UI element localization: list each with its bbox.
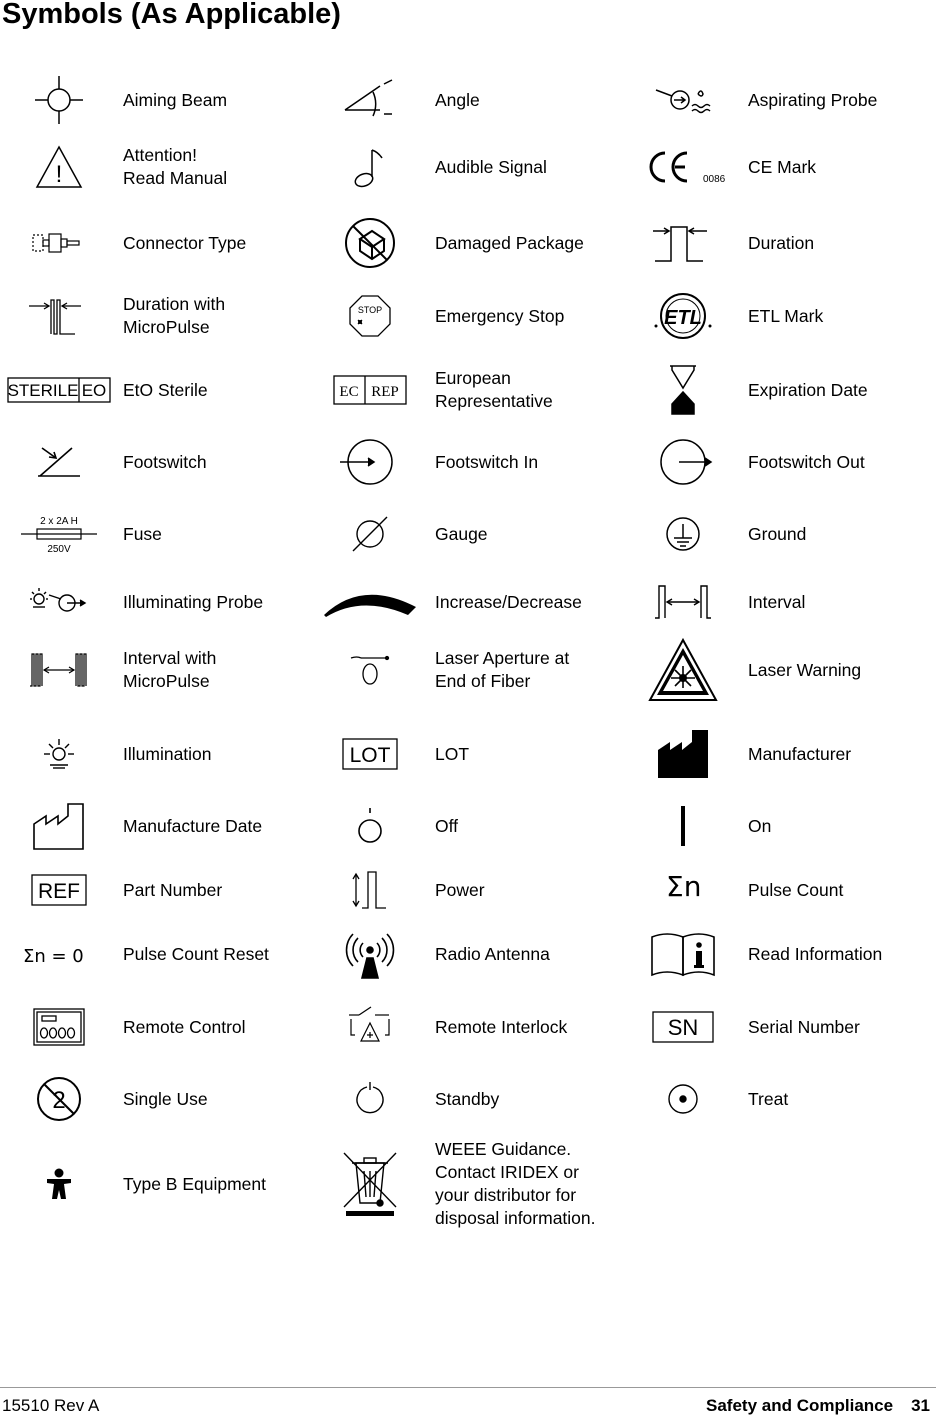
symbol-label: Emergency Stop <box>435 305 565 326</box>
standby-icon <box>315 1069 425 1129</box>
svg-text:STERILE: STERILE <box>7 381 79 400</box>
ground-icon <box>628 504 738 564</box>
section-name: Safety and Compliance <box>706 1396 894 1415</box>
interval-micropulse-icon <box>4 640 114 700</box>
symbol-label: Damaged Package <box>435 232 584 253</box>
symbol-label: Remote Interlock <box>435 1016 568 1037</box>
symbol-label: Off <box>435 815 459 836</box>
symbol-label: Aspirating Probe <box>748 89 878 110</box>
symbol-label: Audible Signal <box>435 156 547 177</box>
symbol-label: Serial Number <box>748 1016 860 1037</box>
illuminating-probe-icon <box>4 572 114 632</box>
duration-icon <box>628 213 738 273</box>
weee-icon <box>315 1139 425 1229</box>
symbol-label: Interval <box>748 591 806 612</box>
remote-interlock-icon <box>315 997 425 1057</box>
symbol-label: Connector Type <box>123 232 247 253</box>
svg-text:EO: EO <box>81 381 107 400</box>
symbol-label: Standby <box>435 1088 500 1109</box>
svg-text:2: 2 <box>52 1087 66 1114</box>
symbol-label: Duration with MicroPulse <box>123 294 226 337</box>
symbol-label: Illuminating Probe <box>123 591 264 612</box>
ce-mark-icon <box>628 137 738 197</box>
on-icon <box>628 796 738 856</box>
svg-text:REF: REF <box>38 880 80 903</box>
aiming-beam-icon <box>4 70 114 130</box>
symbol-label: Interval with MicroPulse <box>123 648 217 691</box>
symbol-label: ETL Mark <box>748 305 824 326</box>
symbol-label: Treat <box>748 1088 789 1109</box>
symbol-label: Part Number <box>123 879 223 900</box>
symbol-label: Read Information <box>748 943 883 964</box>
symbol-label: Power <box>435 879 485 900</box>
symbol-label: Remote Control <box>123 1016 246 1037</box>
symbol-label: Radio Antenna <box>435 943 550 964</box>
svg-text:REP: REP <box>371 384 399 400</box>
svg-text:250V: 250V <box>47 544 71 555</box>
svg-text:0086: 0086 <box>703 174 726 185</box>
symbol-label: Duration <box>748 232 815 253</box>
symbol-label: Ground <box>748 523 807 544</box>
symbol-label: Increase/Decrease <box>435 591 582 612</box>
attention-icon <box>4 137 114 197</box>
symbol-label: Laser Aperture at End of Fiber <box>435 648 570 691</box>
footer-right <box>706 1396 930 1416</box>
symbol-label: Pulse Count <box>748 879 844 900</box>
symbol-label: Type B Equipment <box>123 1173 266 1194</box>
treat-icon <box>628 1069 738 1129</box>
single-use-icon <box>4 1069 114 1129</box>
power-icon <box>315 860 425 920</box>
svg-text:Σn = 0: Σn = 0 <box>23 946 84 967</box>
symbol-label: Footswitch Out <box>748 451 865 472</box>
connector-type-icon <box>4 213 114 273</box>
symbol-label: Single Use <box>123 1088 208 1109</box>
symbol-label: Laser Warning <box>748 659 862 680</box>
emergency-stop-icon <box>315 286 425 346</box>
footswitch-in-icon <box>315 432 425 492</box>
laser-warning-icon <box>628 640 738 700</box>
manufacturer-icon <box>628 724 738 784</box>
manufacture-date-icon <box>4 796 114 856</box>
laser-aperture-icon <box>315 640 425 700</box>
pulse-count-reset-icon <box>4 924 114 984</box>
symbol-label: Manufacturer <box>748 743 852 764</box>
document-id: 15510 Rev A <box>2 1396 100 1415</box>
symbol-label: Attention! Read Manual <box>123 145 228 188</box>
aspirating-probe-icon <box>628 70 738 130</box>
page-footer <box>0 1387 936 1416</box>
symbol-label: Expiration Date <box>748 379 868 400</box>
fuse-icon <box>4 504 114 564</box>
serial-number-icon <box>628 997 738 1057</box>
gauge-icon <box>315 504 425 564</box>
symbol-label: Gauge <box>435 523 488 544</box>
type-b-equipment-icon <box>4 1139 114 1229</box>
interval-icon <box>628 572 738 632</box>
footswitch-out-icon <box>628 432 738 492</box>
symbol-label: Illumination <box>123 743 212 764</box>
eto-sterile-icon <box>4 360 114 420</box>
symbol-label: On <box>748 815 772 836</box>
symbol-label: Footswitch <box>123 451 207 472</box>
svg-text:!: ! <box>55 161 63 188</box>
footswitch-icon <box>4 432 114 492</box>
symbol-label: Angle <box>435 89 480 110</box>
symbol-label: Pulse Count Reset <box>123 943 269 964</box>
symbol-label: EtO Sterile <box>123 379 208 400</box>
symbol-label: CE Mark <box>748 156 817 177</box>
pulse-count-icon <box>628 860 738 920</box>
read-information-icon <box>628 924 738 984</box>
symbol-label: Aiming Beam <box>123 89 228 110</box>
symbol-label: Fuse <box>123 523 162 544</box>
radio-antenna-icon <box>315 924 425 984</box>
damaged-package-icon <box>315 213 425 273</box>
svg-text:LOT: LOT <box>349 744 391 767</box>
duration-micropulse-icon <box>4 286 114 346</box>
page-title: Symbols (As Applicable) <box>2 0 341 30</box>
symbol-label: Footswitch In <box>435 451 539 472</box>
svg-text:Σn: Σn <box>666 870 702 903</box>
page-number: 31 <box>911 1396 930 1415</box>
svg-text:SN: SN <box>667 1015 699 1040</box>
audible-signal-icon <box>315 137 425 197</box>
remote-control-icon <box>4 997 114 1057</box>
european-representative-icon <box>315 360 425 420</box>
svg-text:EC: EC <box>339 384 359 400</box>
svg-text:2 x 2A H: 2 x 2A H <box>40 516 78 527</box>
svg-text:STOP: STOP <box>357 305 383 315</box>
symbol-label: WEEE Guidance. Contact IRIDEX or your distributor for disposal information. <box>435 1139 596 1228</box>
lot-icon <box>315 724 425 784</box>
symbol-label: European Representative <box>435 368 553 411</box>
expiration-date-icon <box>628 360 738 420</box>
angle-icon <box>315 70 425 130</box>
symbol-label: Manufacture Date <box>123 815 263 836</box>
etl-mark-icon <box>628 286 738 346</box>
svg-text:ETL: ETL <box>664 307 702 329</box>
illumination-icon <box>4 724 114 784</box>
symbol-label: LOT <box>435 743 470 764</box>
increase-decrease-icon <box>315 572 425 632</box>
off-icon <box>315 796 425 856</box>
part-number-icon <box>4 860 114 920</box>
